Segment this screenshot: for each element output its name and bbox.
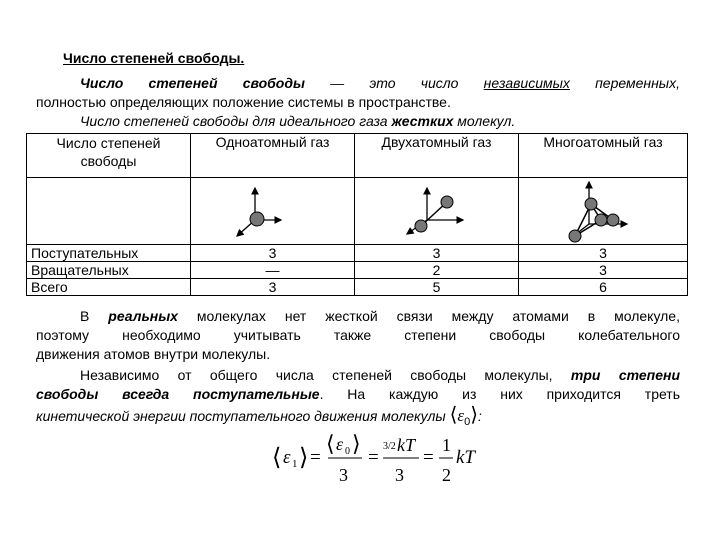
formula-num2-frac: 3/2 — [383, 441, 396, 452]
cell-rot-di: 2 — [355, 262, 519, 279]
intro-rest: переменных, — [569, 75, 680, 91]
cell-rot-poly: 3 — [519, 262, 688, 279]
term-degrees-of-freedom: Число степеней свободы — [80, 75, 305, 91]
formula-num2: kT — [397, 435, 415, 455]
formula-eq1: = — [310, 447, 321, 468]
formula-lhs-sub: 1 — [292, 458, 298, 470]
eps0-subscript: 0 — [464, 415, 471, 428]
para2-colon: : — [478, 408, 482, 424]
formula-bracket-r1: ⟩ — [299, 445, 309, 471]
para1-l2: поэтому необходимо учитывать также степени свободы колебательного — [36, 327, 680, 343]
formula-num3: 1 — [442, 435, 451, 455]
intro-line-3-c: молекул. — [453, 113, 516, 129]
formula-tail: kT — [456, 447, 475, 468]
para2-always-translational: свободы всегда поступательные — [36, 386, 320, 402]
intro-line-1 — [80, 74, 680, 93]
formula-eq3: = — [423, 447, 434, 468]
para2-l1-a: Независимо от общего числа степеней свободы молекулы, — [80, 367, 571, 383]
para1-l1-c: молекулах нет жесткой связи между атомами в молекуле, — [177, 308, 680, 324]
diatomic-diagram — [355, 178, 515, 244]
intro-line-3 — [80, 112, 515, 131]
diagram-label-cell — [27, 178, 191, 245]
row-label-translational: Поступательных — [27, 245, 191, 262]
header-degrees: Число степеней свободы — [27, 134, 191, 178]
energy-formula — [272, 433, 482, 491]
bracket-right: ⟩ — [470, 404, 479, 426]
header-monatomic: Одноатомный газ — [191, 134, 355, 178]
formula-bracket-r2: ⟩ — [352, 433, 361, 456]
formula-den2: 3 — [395, 465, 404, 485]
intro-line-2: полностью определяющих положение системы в пространстве. — [36, 94, 451, 110]
polyatomic-diagram-cell — [519, 178, 688, 245]
para2-line-3 — [36, 406, 482, 432]
header-diatomic: Двухатомный газ — [355, 134, 519, 178]
row-label-rotational: Вращательных — [27, 262, 191, 279]
intro-rigid: жестких — [391, 113, 454, 129]
para1-line-2 — [36, 326, 680, 345]
cell-rot-mono: — — [191, 262, 355, 279]
monatomic-diagram-cell — [191, 178, 355, 245]
monatomic-diagram — [191, 178, 351, 244]
cell-trans-mono: 3 — [191, 245, 355, 262]
para2-three-degrees: три степени — [570, 367, 681, 383]
formula-num1-sub: 0 — [345, 446, 350, 457]
degrees-table — [26, 133, 688, 296]
cell-trans-di: 3 — [355, 245, 519, 262]
para1-line-1 — [80, 307, 680, 326]
para2-l2-b: . На каждую из них приходится треть — [319, 386, 681, 402]
formula-num1: ε — [336, 434, 344, 454]
para1-line-3: движения атомов внутри молекулы. — [36, 346, 271, 362]
diatomic-diagram-cell — [355, 178, 519, 245]
para2-l3: кинетической энергии поступательного движения молекулы — [36, 408, 446, 424]
row-label-total: Всего — [27, 279, 191, 296]
cell-total-poly: 6 — [519, 279, 688, 296]
intro-independent: независимых — [483, 75, 570, 91]
formula-den1: 3 — [339, 465, 348, 485]
cell-trans-poly: 3 — [519, 245, 688, 262]
formula-eq2: = — [368, 447, 379, 468]
formula-bracket-l2: ⟨ — [326, 433, 335, 456]
bracket-left: ⟨ — [449, 404, 458, 426]
formula-bracket-l1: ⟨ — [272, 445, 282, 471]
para2-line-1 — [80, 366, 680, 385]
para2-line-2 — [36, 385, 680, 404]
header-polyatomic: Многоатомный газ — [519, 134, 688, 178]
cell-total-di: 5 — [355, 279, 519, 296]
intro-line-3-a: Число степеней свободы для идеального газа — [80, 113, 392, 129]
page-title: Число степеней свободы. — [63, 50, 245, 66]
formula-lhs: ε — [283, 447, 291, 468]
para1-l1-a: В — [80, 308, 109, 324]
intro-dash: — это число — [304, 75, 484, 91]
cell-total-mono: 3 — [191, 279, 355, 296]
eps0-symbol: ε — [457, 406, 465, 425]
polyatomic-diagram — [519, 178, 689, 244]
formula-den3: 2 — [442, 465, 451, 485]
para1-real: реальных — [108, 308, 178, 324]
